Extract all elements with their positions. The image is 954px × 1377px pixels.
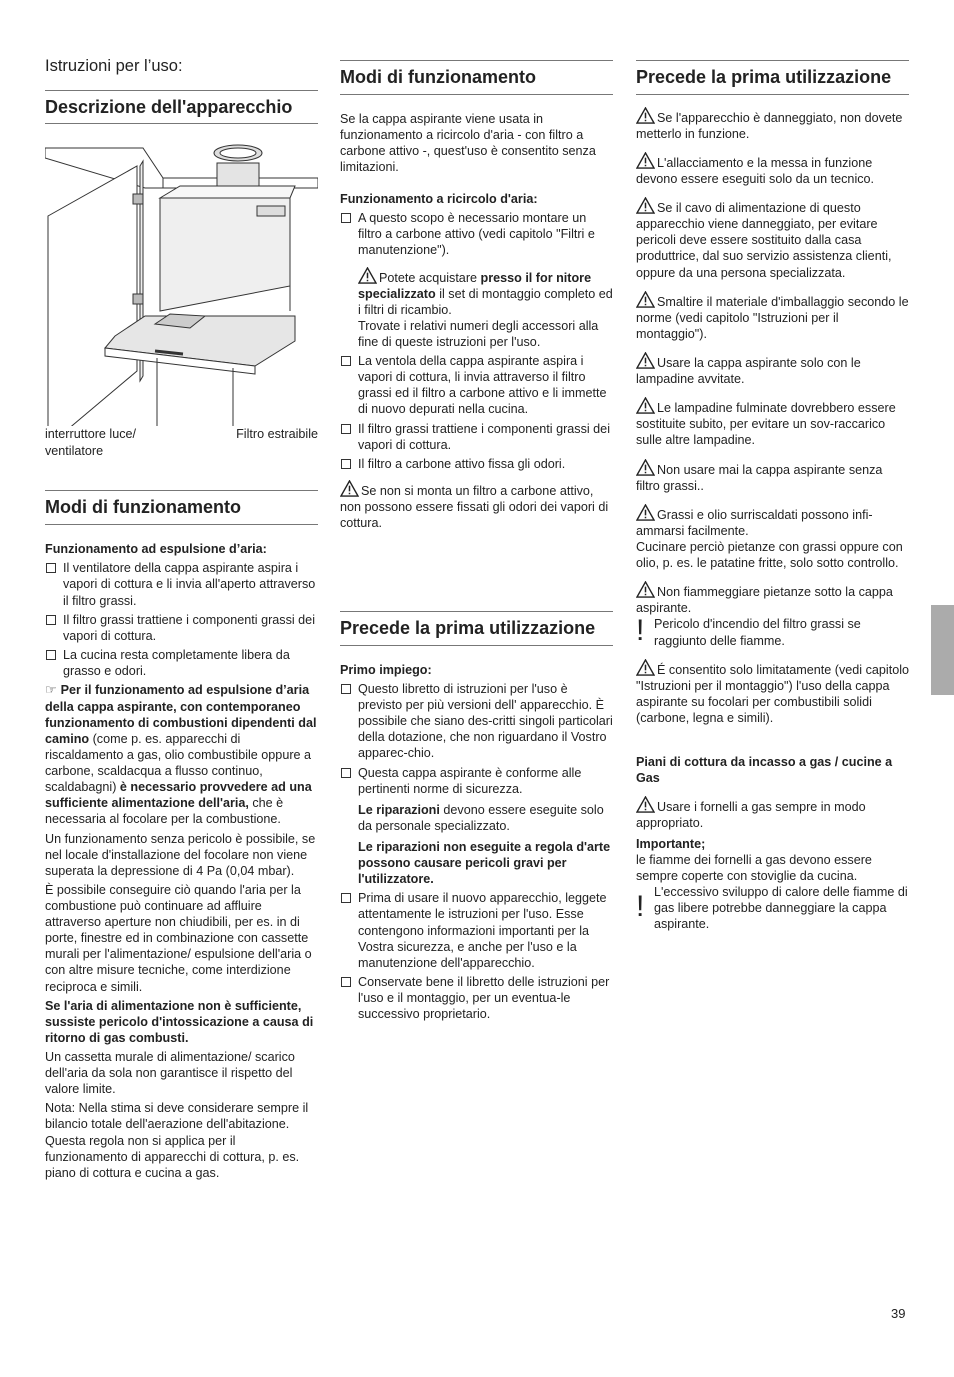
warning-paragraph <box>636 152 909 187</box>
subsection-espulsione: Funzionamento ad espulsione d’aria: <box>45 542 267 557</box>
list-item: Il filtro a carbone attivo fissa gli odori. <box>340 456 613 472</box>
note-text-2: che è necessaria al focolare per la combustione. <box>45 796 284 827</box>
warning-paragraph <box>636 352 909 387</box>
warn-text: Potete acquistare <box>379 270 481 285</box>
note-bold-2: è necessario provvedere ad una sufficiente alimentazione dell'aria, <box>45 780 312 811</box>
list-item: Conservate bene il libretto delle istruzioni per l'uso e il montaggio, per un eventua-le successivo proprietario. <box>340 974 613 1022</box>
warn-text: Se l'apparecchio è danneggiato, non dovete metterlo in funzione. <box>636 110 903 141</box>
warning-icon <box>636 352 655 369</box>
warning-icon <box>636 581 655 598</box>
list-item: Questo libretto di istruzioni per l'uso è previsto per più versioni dell' apparecchio. È possibile che siano des-critti singoli particolari della dotazione, che non riguardano il Vostro apparec-chio. <box>340 681 613 762</box>
list-item: A questo scopo è necessario montare un filtro a carbone attivo (vedi capitolo "Filtri e manutenzione"). <box>340 210 613 258</box>
section-title-description: Descrizione dell'apparecchio <box>45 90 318 125</box>
warning-paragraph <box>636 459 909 494</box>
caution-note <box>636 884 909 932</box>
page-number: 39 <box>891 1306 906 1321</box>
warning-paragraph <box>340 480 613 531</box>
paragraph: le fiamme dei fornelli a gas devono essere sempre coperte con stoviglie da cucina. <box>636 852 872 883</box>
section-title-precede: Precede la prima utilizzazione <box>340 611 613 646</box>
warning-paragraph <box>340 267 613 351</box>
note-text-1: (come p. es. apparecchi di riscaldamento a gas, olio combustibile oppure a carbone, scaldacqua a flusso continuo, scaldabagni) <box>45 731 312 795</box>
appliance-illustration <box>45 136 318 426</box>
warning-icon <box>358 267 377 284</box>
list-item: Il filtro grassi trattiene i componenti grassi dei vapori di cottura. <box>45 612 318 644</box>
caution-text: Pericolo d'incendio del filtro grassi se raggiunto delle fiamme. <box>654 617 861 648</box>
list-item: La cucina resta completamente libera da grasso e odori. <box>45 647 318 679</box>
section-title-modi-2: Modi di funzionamento <box>340 60 613 95</box>
subsection-gas: Piani di cottura da incasso a gas / cucine a Gas <box>636 755 893 786</box>
paragraph-bold: Le riparazioni non eseguite a regola d'arte possono causare pericoli gravi per l'utilizzatore. <box>358 839 611 887</box>
paragraph: Un funzionamento senza pericolo è possibile, se nel locale d'installazione del focolare non viene superata la depressione di 4 Pa (0,04 mbar). <box>45 831 316 878</box>
list-item: La ventola della cappa aspirante aspira i vapori di cottura, li invia attraverso il filtro grassi ed il filtro a carbone attivo e li immette di nuovo depurati nella cucina. <box>340 353 613 417</box>
warning-icon <box>636 504 655 521</box>
warn-text: Smaltire il materiale d'imballaggio secondo le norme (vedi capitolo "Istruzioni per il montaggio"). <box>636 294 909 341</box>
warning-icon <box>636 459 655 476</box>
warn-text: É consentito solo limitatamente (vedi capitolo "Istruzioni per il montaggio") l'uso della cappa aspirante su focolari per combustibili solidi (carbone, legna e simili). <box>636 662 910 725</box>
paragraph <box>340 802 613 834</box>
rip-bold: Le riparazioni <box>358 802 440 817</box>
warning-paragraph <box>636 107 909 142</box>
warning-paragraph <box>636 397 909 448</box>
warning-paragraph <box>636 291 909 342</box>
warn-text: Usare la cappa aspirante solo con le lampadine avvitate. <box>636 356 861 387</box>
paragraph: È possibile conseguire ciò quando l'aria per la combustione può continuare ad affluire attraverso aperture non chiudibili, per es. in di porte, finestre ed in combinazione con cassette murali per l'alimentazione/ espulsione dell'aria o con altre misure tecniche, come interdizione reciproca e simili. <box>45 882 312 994</box>
list-item: Prima di usare il nuovo apparecchio, leggete attentamente le istruzioni per l'uso. Esse contengono informazioni importanti per la Vostra sicurezza, e anche per l'uso e la manutenzione dell'apparecchio. <box>340 890 613 971</box>
warning-icon <box>636 397 655 414</box>
paragraph: Cucinare perciò pietanze con grassi oppure con olio, p. es. le patatine fritte, solo sotto controllo. <box>636 539 903 571</box>
exclamation-icon: ! <box>636 614 645 648</box>
section-title-modi: Modi di funzionamento <box>45 490 318 525</box>
warn-text: Le lampadine fulminate dovrebbero essere sostituite subito, per evitare un sov-raccarico sulle altre lampadine. <box>636 401 896 448</box>
paragraph-bold: Se l'aria di alimentazione non è sufficiente, sussiste pericolo d'intossicazione a causa di ritorno di gas combusti. <box>45 998 314 1045</box>
warn-text: Non fiammeggiare pietanze sotto la cappa aspirante. <box>636 585 893 616</box>
list-item: Il filtro grassi trattiene i componenti grassi dei vapori di cottura. <box>340 421 613 453</box>
warning-paragraph <box>636 581 909 616</box>
caution-note <box>636 616 909 648</box>
pointing-hand-icon: ☞ <box>45 682 57 698</box>
caution-text: L'eccessivo sviluppo di calore delle fiamme di gas libere potrebbe danneggiare la cappa aspirante. <box>654 884 908 932</box>
warning-icon <box>636 197 655 214</box>
warn-text: Se il cavo di alimentazione di questo apparecchio viene danneggiato, per evitare pericoli deve essere sostituito dalla casa produttrice, dal suo servizio assistenza clienti, oppure da una persona specializzata. <box>636 201 892 280</box>
warn-text: Usare i fornelli a gas sempre in modo appropriato. <box>636 800 866 831</box>
warning-icon <box>636 291 655 308</box>
warning-icon <box>636 796 655 813</box>
list-item: Il ventilatore della cappa aspirante aspira i vapori di cottura e li invia all'aperto attraverso il filtro grassi. <box>45 560 318 608</box>
warning-icon <box>636 659 655 676</box>
note-bold-1: Per il funzionamento ad espulsione d’aria della cappa aspirante, con contemporaneo funzionamento di combustioni dipendenti dal camino <box>45 683 317 746</box>
warning-paragraph <box>636 796 909 831</box>
warn-text: Non usare mai la cappa aspirante senza filtro grassi.. <box>636 462 883 493</box>
warn-text: il set di montaggio completo ed i filtri di ricambio. <box>358 286 613 317</box>
note-paragraph <box>45 682 318 828</box>
exclamation-icon: ! <box>636 889 645 923</box>
subsection-primo: Primo impiego: <box>340 662 432 677</box>
warning-icon <box>340 480 359 497</box>
subsection-ricircolo: Funzionamento a ricircolo d'aria: <box>340 192 538 207</box>
page-header: Istruzioni per l’uso: <box>45 57 183 75</box>
figure-label-switch: interruttore luce/ ventilatore <box>45 427 136 458</box>
rip-text: devono essere eseguite solo da personale specializzato. <box>358 802 604 833</box>
warning-paragraph <box>636 659 909 726</box>
paragraph: Se la cappa aspirante viene usata in funzionamento a ricircolo d'aria - con filtro a carbone attivo -, quest'uso è consentito senza limitazioni. <box>340 111 596 175</box>
list-item: Questa cappa aspirante è conforme alle pertinenti norme di sicurezza. <box>340 765 613 797</box>
paragraph: Nota: Nella stima si deve considerare sempre il bilancio totale dell'aerazione dell'abitazione. Questa regola non si applica per il funzionamento di apparecchi di cottura, p. es. piano di cottura e cucina a gas. <box>45 1101 309 1180</box>
warning-paragraph <box>636 197 909 281</box>
warn-bold: presso il for nitore specializzato <box>358 270 592 301</box>
warn-text: Se non si monta un filtro a carbone attivo, non possono essere fissati gli odori dei vapori di cottura. <box>340 483 609 531</box>
warn-text: L'allacciamento e la messa in funzione devono essere eseguiti solo da un tecnico. <box>636 155 875 187</box>
section-title-precede-right: Precede la prima utilizzazione <box>636 60 909 95</box>
warn-text: Grassi e olio surriscaldati possono infi-ammarsi facilmente. <box>636 507 873 538</box>
chapter-tab <box>931 605 954 695</box>
figure-label-filter: Filtro estraibile <box>236 427 318 442</box>
warning-icon <box>636 152 655 169</box>
important-label: Importante; <box>636 836 706 851</box>
warn-text: Trovate i relativi numeri degli accessori alla fine di queste istruzioni per l'uso. <box>358 318 599 349</box>
warning-icon <box>636 107 655 124</box>
warning-paragraph <box>636 504 909 539</box>
paragraph: Un cassetta murale di alimentazione/ scarico dell'aria da sola non garantisce il rispetto del valore limite. <box>45 1049 295 1097</box>
